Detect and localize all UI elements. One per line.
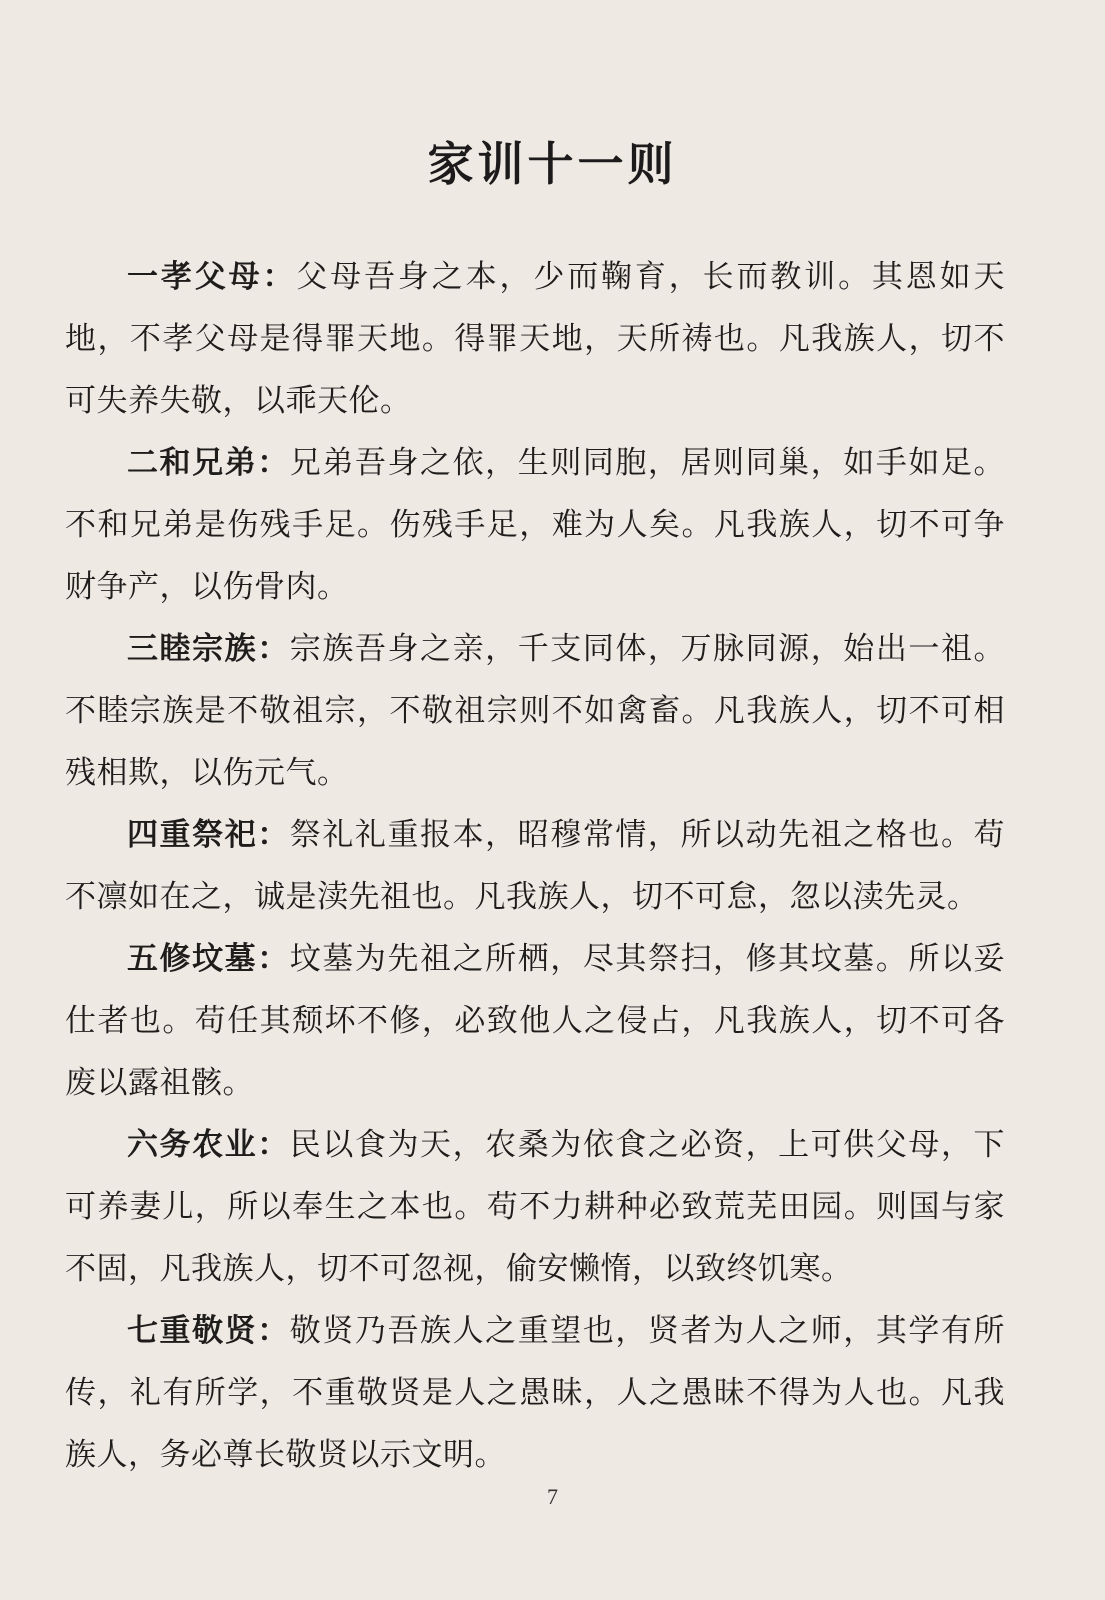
rules-body [65,246,1005,1486]
rule-text: 敬贤乃吾族人之重望也，贤者为人之师，其学有所传，礼有所学，不重敬贤是人之愚昧，人之愚昧不得为人也。凡我族人，务必尊长敬贤以示文明。 [65,1313,1006,1473]
rule-heading: 五修坟墓： [127,941,290,977]
rule-7 [65,1300,1005,1486]
rule-heading: 一孝父母： [127,259,297,295]
rule-heading: 四重祭祀： [127,817,290,853]
page-number: 7 [547,1484,558,1509]
rule-text: 父母吾身之本，少而鞠育，长而教训。其恩如天地，不孝父母是得罪天地。得罪天地，天所祷也。凡我族人，切不可失养失敬，以乖天伦。 [65,259,1006,419]
rule-heading: 二和兄弟： [127,445,290,481]
rule-text: 宗族吾身之亲，千支同体，万脉同源，始出一祖。不睦宗族是不敬祖宗，不敬祖宗则不如禽畜。凡我族人，切不可相残相欺，以伤元气。 [65,631,1006,791]
rule-2 [65,432,1005,618]
rule-heading: 六务农业： [127,1127,290,1163]
rule-1 [65,246,1005,432]
rule-text: 祭礼礼重报本，昭穆常情，所以动先祖之格也。苟不凛如在之，诚是渎先祖也。凡我族人，切不可怠，忽以渎先灵。 [65,817,1006,915]
rule-5 [65,928,1005,1114]
rule-text: 民以食为天，农桑为依食之必资，上可供父母，下可养妻儿，所以奉生之本也。苟不力耕种必致荒芜田园。则国与家不固，凡我族人，切不可忽视，偷安懒惰，以致终饥寒。 [65,1127,1006,1287]
rule-heading: 七重敬贤： [127,1313,290,1349]
rule-6 [65,1114,1005,1300]
rule-4 [65,804,1005,928]
rule-text: 坟墓为先祖之所栖，尽其祭扫，修其坟墓。所以妥仕者也。苟任其颓坏不修，必致他人之侵占，凡我族人，切不可各废以露祖骸。 [65,941,1006,1101]
rule-3 [65,618,1005,804]
rule-text: 兄弟吾身之依，生则同胞，居则同巢，如手如足。不和兄弟是伤残手足。伤残手足，难为人矣。凡我族人，切不可争财争产，以伤骨肉。 [65,445,1006,605]
page-title: 家训十一则 [427,137,678,191]
rule-heading: 三睦宗族： [127,631,290,667]
